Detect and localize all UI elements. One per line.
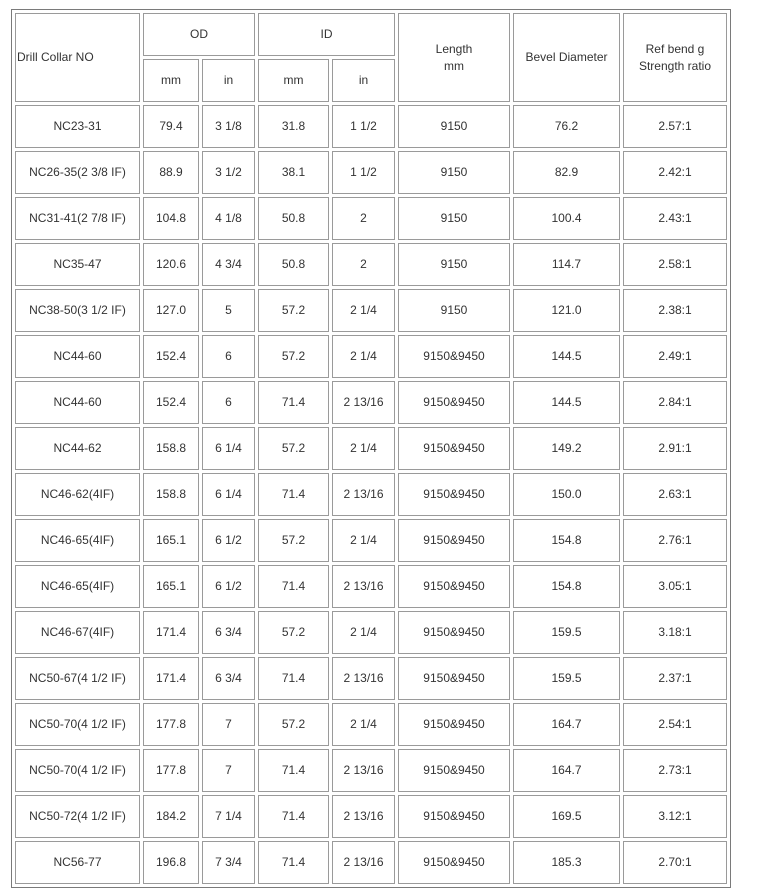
cell-od-in: 6 1/2 <box>202 519 255 562</box>
cell-od-in: 6 1/4 <box>202 473 255 516</box>
cell-id-in: 2 13/16 <box>332 841 395 884</box>
header-row-1 <box>15 13 727 56</box>
cell-length: 9150&9450 <box>398 519 510 562</box>
cell-od-mm: 184.2 <box>143 795 199 838</box>
table-row <box>15 381 727 424</box>
cell-length: 9150 <box>398 105 510 148</box>
cell-od-mm: 104.8 <box>143 197 199 240</box>
cell-id-mm: 57.2 <box>258 427 329 470</box>
cell-drill-collar: NC50-72(4 1/2 IF) <box>15 795 140 838</box>
cell-id-mm: 50.8 <box>258 243 329 286</box>
cell-od-mm: 79.4 <box>143 105 199 148</box>
cell-id-in: 2 13/16 <box>332 749 395 792</box>
cell-od-mm: 165.1 <box>143 519 199 562</box>
cell-id-mm: 57.2 <box>258 335 329 378</box>
header-ref-line1: Ref bend g <box>645 41 705 56</box>
cell-length: 9150&9450 <box>398 749 510 792</box>
cell-length: 9150&9450 <box>398 703 510 746</box>
cell-length: 9150 <box>398 243 510 286</box>
cell-drill-collar: NC26-35(2 3/8 IF) <box>15 151 140 194</box>
cell-id-mm: 71.4 <box>258 565 329 608</box>
cell-od-mm: 171.4 <box>143 611 199 654</box>
cell-length: 9150&9450 <box>398 473 510 516</box>
cell-strength-ratio: 2.37:1 <box>623 657 727 700</box>
table-row <box>15 703 727 746</box>
cell-id-in: 2 13/16 <box>332 381 395 424</box>
cell-od-mm: 88.9 <box>143 151 199 194</box>
cell-bevel-diameter: 164.7 <box>513 703 620 746</box>
cell-od-in: 7 <box>202 703 255 746</box>
header-od-in: in <box>202 59 255 102</box>
header-length-line2: mm <box>444 58 464 73</box>
cell-drill-collar: NC56-77 <box>15 841 140 884</box>
cell-bevel-diameter: 154.8 <box>513 519 620 562</box>
cell-id-in: 2 1/4 <box>332 519 395 562</box>
cell-length: 9150&9450 <box>398 611 510 654</box>
cell-od-in: 6 1/4 <box>202 427 255 470</box>
cell-drill-collar: NC50-67(4 1/2 IF) <box>15 657 140 700</box>
cell-od-in: 3 1/8 <box>202 105 255 148</box>
cell-strength-ratio: 3.05:1 <box>623 565 727 608</box>
cell-od-mm: 120.6 <box>143 243 199 286</box>
cell-strength-ratio: 2.91:1 <box>623 427 727 470</box>
cell-id-mm: 38.1 <box>258 151 329 194</box>
table-row <box>15 841 727 884</box>
cell-id-mm: 71.4 <box>258 657 329 700</box>
cell-bevel-diameter: 149.2 <box>513 427 620 470</box>
cell-bevel-diameter: 121.0 <box>513 289 620 332</box>
cell-strength-ratio: 2.57:1 <box>623 105 727 148</box>
table-row <box>15 289 727 332</box>
cell-bevel-diameter: 114.7 <box>513 243 620 286</box>
cell-bevel-diameter: 100.4 <box>513 197 620 240</box>
cell-strength-ratio: 2.76:1 <box>623 519 727 562</box>
cell-drill-collar: NC46-67(4IF) <box>15 611 140 654</box>
header-length-line1: Length <box>435 41 473 56</box>
cell-drill-collar: NC50-70(4 1/2 IF) <box>15 749 140 792</box>
table-row <box>15 611 727 654</box>
table-row <box>15 657 727 700</box>
cell-length: 9150&9450 <box>398 335 510 378</box>
cell-od-mm: 127.0 <box>143 289 199 332</box>
table-body <box>15 13 727 884</box>
cell-drill-collar: NC35-47 <box>15 243 140 286</box>
cell-bevel-diameter: 144.5 <box>513 335 620 378</box>
cell-length: 9150&9450 <box>398 795 510 838</box>
cell-od-in: 6 1/2 <box>202 565 255 608</box>
header-length <box>398 13 510 102</box>
cell-strength-ratio: 2.42:1 <box>623 151 727 194</box>
table-row <box>15 151 727 194</box>
cell-od-mm: 171.4 <box>143 657 199 700</box>
cell-drill-collar: NC38-50(3 1/2 IF) <box>15 289 140 332</box>
cell-bevel-diameter: 82.9 <box>513 151 620 194</box>
cell-id-mm: 50.8 <box>258 197 329 240</box>
cell-bevel-diameter: 159.5 <box>513 657 620 700</box>
table-row <box>15 519 727 562</box>
cell-id-in: 2 13/16 <box>332 657 395 700</box>
cell-od-in: 7 1/4 <box>202 795 255 838</box>
cell-id-in: 2 1/4 <box>332 611 395 654</box>
cell-strength-ratio: 3.18:1 <box>623 611 727 654</box>
cell-drill-collar: NC44-60 <box>15 381 140 424</box>
cell-id-mm: 71.4 <box>258 749 329 792</box>
cell-id-mm: 31.8 <box>258 105 329 148</box>
drill-collar-spec-table <box>11 9 731 888</box>
header-id-mm: mm <box>258 59 329 102</box>
cell-id-in: 2 1/4 <box>332 427 395 470</box>
header-ref-line2: Strength ratio <box>638 58 712 73</box>
cell-length: 9150&9450 <box>398 841 510 884</box>
cell-bevel-diameter: 164.7 <box>513 749 620 792</box>
cell-bevel-diameter: 150.0 <box>513 473 620 516</box>
cell-od-mm: 152.4 <box>143 381 199 424</box>
table-row <box>15 243 727 286</box>
table-row <box>15 473 727 516</box>
cell-od-mm: 158.8 <box>143 473 199 516</box>
cell-od-mm: 165.1 <box>143 565 199 608</box>
cell-id-in: 2 13/16 <box>332 565 395 608</box>
cell-length: 9150&9450 <box>398 657 510 700</box>
cell-od-mm: 177.8 <box>143 749 199 792</box>
cell-id-mm: 57.2 <box>258 519 329 562</box>
cell-od-in: 6 3/4 <box>202 611 255 654</box>
cell-drill-collar: NC46-62(4IF) <box>15 473 140 516</box>
cell-id-mm: 71.4 <box>258 795 329 838</box>
cell-id-mm: 71.4 <box>258 841 329 884</box>
cell-drill-collar: NC31-41(2 7/8 IF) <box>15 197 140 240</box>
header-drill-collar: Drill Collar NO <box>15 13 140 102</box>
cell-bevel-diameter: 185.3 <box>513 841 620 884</box>
header-id-in: in <box>332 59 395 102</box>
cell-strength-ratio: 2.49:1 <box>623 335 727 378</box>
cell-length: 9150 <box>398 151 510 194</box>
cell-id-mm: 71.4 <box>258 473 329 516</box>
cell-od-in: 7 3/4 <box>202 841 255 884</box>
cell-strength-ratio: 2.73:1 <box>623 749 727 792</box>
cell-length: 9150&9450 <box>398 381 510 424</box>
cell-drill-collar: NC46-65(4IF) <box>15 519 140 562</box>
cell-id-mm: 57.2 <box>258 703 329 746</box>
cell-od-in: 6 <box>202 335 255 378</box>
cell-od-mm: 177.8 <box>143 703 199 746</box>
cell-od-mm: 158.8 <box>143 427 199 470</box>
cell-length: 9150 <box>398 197 510 240</box>
cell-bevel-diameter: 144.5 <box>513 381 620 424</box>
cell-id-mm: 71.4 <box>258 381 329 424</box>
cell-od-in: 6 <box>202 381 255 424</box>
cell-drill-collar: NC44-60 <box>15 335 140 378</box>
cell-od-in: 6 3/4 <box>202 657 255 700</box>
table-row <box>15 105 727 148</box>
cell-bevel-diameter: 154.8 <box>513 565 620 608</box>
cell-id-in: 1 1/2 <box>332 105 395 148</box>
header-bevel: Bevel Diameter <box>513 13 620 102</box>
spec-table-wrapper <box>11 9 731 888</box>
cell-bevel-diameter: 76.2 <box>513 105 620 148</box>
cell-strength-ratio: 2.54:1 <box>623 703 727 746</box>
cell-id-mm: 57.2 <box>258 611 329 654</box>
cell-strength-ratio: 2.84:1 <box>623 381 727 424</box>
cell-strength-ratio: 2.38:1 <box>623 289 727 332</box>
cell-length: 9150&9450 <box>398 427 510 470</box>
cell-drill-collar: NC44-62 <box>15 427 140 470</box>
cell-strength-ratio: 2.70:1 <box>623 841 727 884</box>
cell-bevel-diameter: 159.5 <box>513 611 620 654</box>
cell-strength-ratio: 2.43:1 <box>623 197 727 240</box>
cell-id-in: 2 1/4 <box>332 335 395 378</box>
cell-id-mm: 57.2 <box>258 289 329 332</box>
cell-id-in: 1 1/2 <box>332 151 395 194</box>
cell-strength-ratio: 2.58:1 <box>623 243 727 286</box>
cell-od-mm: 196.8 <box>143 841 199 884</box>
cell-od-in: 3 1/2 <box>202 151 255 194</box>
cell-drill-collar: NC46-65(4IF) <box>15 565 140 608</box>
table-row <box>15 427 727 470</box>
table-row <box>15 565 727 608</box>
cell-drill-collar: NC50-70(4 1/2 IF) <box>15 703 140 746</box>
header-ref-bend <box>623 13 727 102</box>
cell-id-in: 2 <box>332 197 395 240</box>
header-id: ID <box>258 13 395 56</box>
table-row <box>15 749 727 792</box>
cell-id-in: 2 13/16 <box>332 473 395 516</box>
cell-od-in: 4 3/4 <box>202 243 255 286</box>
table-row <box>15 795 727 838</box>
cell-length: 9150&9450 <box>398 565 510 608</box>
cell-drill-collar: NC23-31 <box>15 105 140 148</box>
cell-id-in: 2 1/4 <box>332 703 395 746</box>
table-row <box>15 197 727 240</box>
header-od: OD <box>143 13 255 56</box>
cell-strength-ratio: 2.63:1 <box>623 473 727 516</box>
cell-id-in: 2 1/4 <box>332 289 395 332</box>
table-row <box>15 335 727 378</box>
cell-od-in: 7 <box>202 749 255 792</box>
cell-length: 9150 <box>398 289 510 332</box>
cell-od-mm: 152.4 <box>143 335 199 378</box>
header-od-mm: mm <box>143 59 199 102</box>
cell-strength-ratio: 3.12:1 <box>623 795 727 838</box>
cell-od-in: 4 1/8 <box>202 197 255 240</box>
cell-id-in: 2 13/16 <box>332 795 395 838</box>
cell-id-in: 2 <box>332 243 395 286</box>
cell-od-in: 5 <box>202 289 255 332</box>
cell-bevel-diameter: 169.5 <box>513 795 620 838</box>
